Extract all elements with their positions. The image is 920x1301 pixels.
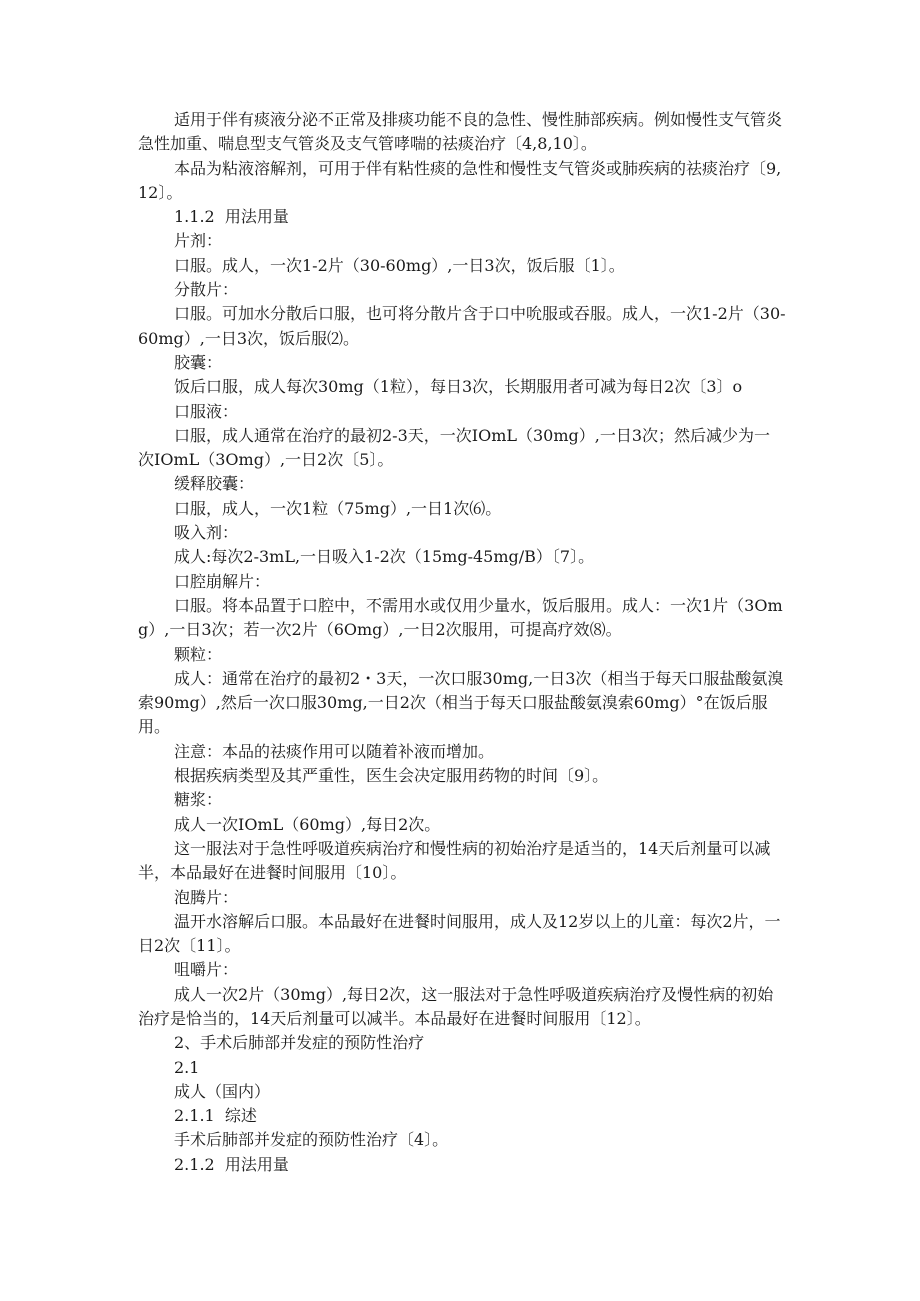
body-paragraph: 口服。将本品置于口腔中，不需用水或仅用少量水，饭后服用。成人：一次1片（3Omg）,一日3次；若一次2片（6Omg）,一日2次服用，可提高疗效⑻。: [138, 595, 783, 640]
body-paragraph: 温开水溶解后口服。本品最好在进餐时间服用，成人及12岁以上的儿童：每次2片，一日2次〔11〕。: [138, 911, 781, 956]
section-heading: 2、手术后肺部并发症的预防性治疗: [174, 1033, 425, 1053]
section-heading: 根据疾病类型及其严重性，医生会决定服用药物的时间〔9〕。: [174, 766, 609, 786]
section-heading: 缓释胶囊：: [174, 474, 255, 494]
section-heading: 成人（国内）: [174, 1081, 271, 1101]
body-paragraph: 适用于伴有痰液分泌不正常及排痰功能不良的急性、慢性肺部疾病。例如慢性支气管炎急性加重、喘息型支气管炎及支气管哮喘的祛痰治疗〔4,8,10〕。: [138, 110, 783, 154]
body-paragraph: 口服。成人，一次1-2片（30-60mg）,一日3次，饭后服〔1〕。: [174, 255, 625, 275]
section-heading: 颗粒：: [174, 644, 223, 664]
section-heading: 口腔崩解片：: [174, 571, 271, 591]
section-heading: 片剂：: [174, 231, 223, 251]
body-paragraph: 口服。可加水分散后口服，也可将分散片含于口中吮服或吞服。成人，一次1-2片（30-60mg）,一日3次，饭后服⑵。: [138, 304, 786, 348]
section-heading: 糖浆：: [174, 790, 223, 810]
body-paragraph: 成人：通常在治疗的最初2・3天，一次口服30mg,一日3次（相当于每天口服盐酸氨溴索90mg）,然后一次口服30mg,一日2次（相当于每天口服盐酸氨溴索60mg）°在饭后服用。: [138, 668, 784, 737]
body-paragraph: 这一服法对于急性呼吸道疾病治疗和慢性病的初始治疗是适当的，14天后剂量可以减半，本品最好在进餐时间服用〔10〕。: [138, 838, 771, 883]
section-heading: 注意：本品的祛痰作用可以随着补液而增加。: [174, 741, 495, 761]
body-paragraph: 口服，成人通常在治疗的最初2-3天，一次IOmL（30mg）,一日3次；然后减少为一次IOmL（3Omg）,一日2次〔5〕。: [138, 425, 771, 470]
section-heading: 手术后肺部并发症的预防性治疗〔4〕。: [174, 1130, 449, 1150]
section-heading: 咀嚼片：: [174, 960, 239, 980]
document-body: [138, 108, 786, 1177]
body-paragraph: 本品为粘液溶解剂，可用于伴有粘性痰的急性和慢性支气管炎或肺疾病的祛痰治疗〔9,12〕。: [138, 158, 782, 202]
section-heading: 口服液：: [174, 401, 239, 421]
section-heading: 成人一次IOmL（60mg）,每日2次。: [174, 814, 441, 834]
section-heading: 2.1.2 用法用量: [174, 1154, 289, 1174]
section-heading: 2.1.1 综述: [174, 1106, 257, 1126]
body-paragraph: 口服，成人，一次1粒（75mg）,一日1次⑹。: [174, 498, 502, 518]
section-heading: 胶囊：: [174, 352, 223, 372]
body-paragraph: 成人:每次2-3mL,一日吸入1-2次（15mg-45mg/B）〔7〕。: [174, 547, 595, 567]
section-heading: 2.1: [174, 1057, 200, 1077]
section-heading: 泡腾片：: [174, 887, 239, 907]
section-heading: 分散片：: [174, 280, 239, 300]
body-paragraph: 饭后口服，成人每次30mg（1粒），每日3次，长期服用者可减为每日2次〔3〕o: [174, 377, 743, 397]
body-paragraph: 成人一次2片（30mg）,每日2次，这一服法对于急性呼吸道疾病治疗及慢性病的初始治疗是恰当的，14天后剂量可以减半。本品最好在进餐时间服用〔12〕。: [138, 984, 774, 1028]
section-heading: 吸入剂：: [174, 523, 239, 543]
section-heading: 1.1.2 用法用量: [174, 207, 289, 227]
